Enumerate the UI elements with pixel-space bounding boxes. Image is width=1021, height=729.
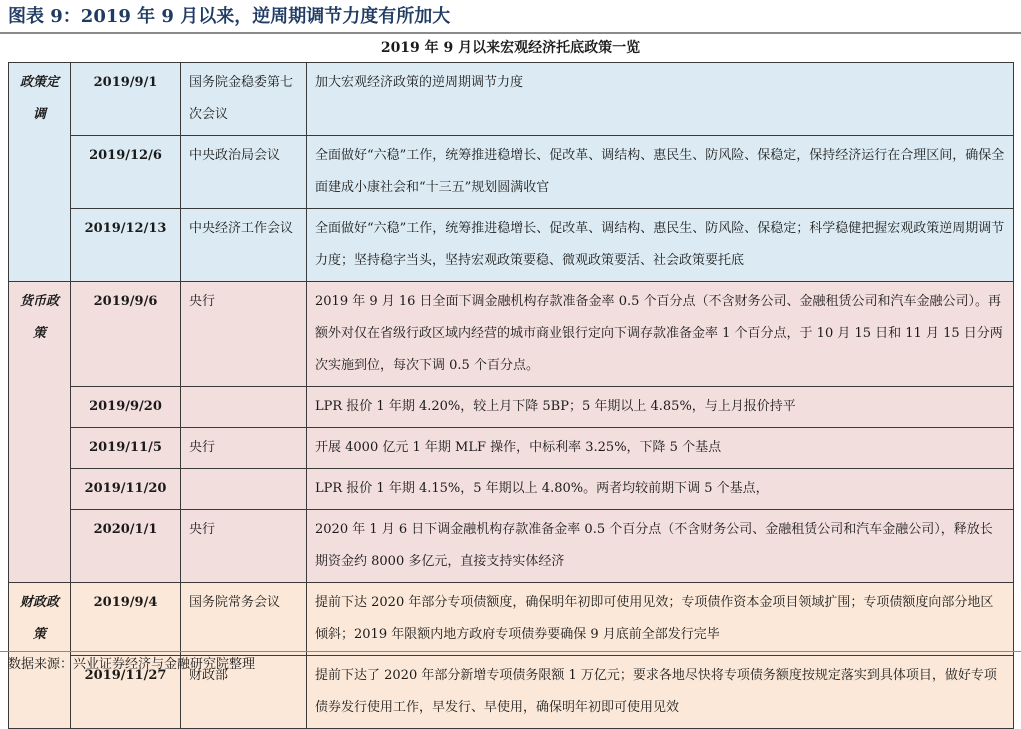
row-date: 2019/11/5: [71, 428, 181, 469]
row-content: 全面做好“六稳”工作，统筹推进稳增长、促改革、调结构、惠民生、防风险、保稳定，保持经济运行在合理区间，确保全面建成小康社会和“十三五”规划圆满收官: [307, 136, 1014, 209]
row-content: 加大宏观经济政策的逆周期调节力度: [307, 63, 1014, 136]
table-row: [9, 469, 1014, 510]
table-row: [9, 209, 1014, 282]
table-caption: 2019 年 9 月以来宏观经济托底政策一览: [380, 40, 641, 56]
row-org: 国务院常务会议: [181, 583, 307, 656]
row-org: 国务院金稳委第七次会议: [181, 63, 307, 136]
source-note: 数据来源：兴业证券经济与金融研究院整理: [8, 657, 256, 672]
row-date: 2019/9/4: [71, 583, 181, 656]
category-policy-stance: 政策定调: [9, 63, 71, 282]
row-org: 中央政治局会议: [181, 136, 307, 209]
row-org: [181, 469, 307, 510]
row-content: LPR 报价 1 年期 4.15%，5 年期以上 4.80%。两者均较前期下调 5 个基点，: [307, 469, 1014, 510]
top-divider: [0, 32, 1021, 34]
row-content: LPR 报价 1 年期 4.20%，较上月下降 5BP；5 年期以上 4.85%，与上月报价持平: [307, 387, 1014, 428]
row-date: 2019/12/13: [71, 209, 181, 282]
row-content: 2020 年 1 月 6 日下调金融机构存款准备金率 0.5 个百分点（不含财务公司、金融租赁公司和汽车金融公司），释放长期资金约 8000 多亿元，直接支持实体经济: [307, 510, 1014, 583]
row-content: 提前下达了 2020 年部分新增专项债务限额 1 万亿元；要求各地尽快将专项债务额度按规定落实到具体项目，做好专项债券发行使用工作，早发行、早使用，确保明年初即可使用见效: [307, 656, 1014, 729]
row-date: 2019/9/20: [71, 387, 181, 428]
row-content: 开展 4000 亿元 1 年期 MLF 操作，中标利率 3.25%，下降 5 个基点: [307, 428, 1014, 469]
table-row: [9, 136, 1014, 209]
row-org: 财政部: [181, 656, 307, 729]
category-monetary-policy: 货币政策: [9, 282, 71, 583]
row-content: 提前下达 2020 年部分专项债额度，确保明年初即可使用见效；专项债作资本金项目领域扩围；专项债额度向部分地区倾斜；2019 年限额内地方政府专项债券要确保 9 月底前全部发行完毕: [307, 583, 1014, 656]
category-fiscal-policy: 财政政策: [9, 583, 71, 729]
table-row: [9, 428, 1014, 469]
row-date: 2019/12/6: [71, 136, 181, 209]
row-date: 2019/9/1: [71, 63, 181, 136]
table-row: [9, 583, 1014, 656]
row-date: 2019/9/6: [71, 282, 181, 387]
row-date: 2019/11/27: [71, 656, 181, 729]
table-row: [9, 63, 1014, 136]
row-org: 央行: [181, 428, 307, 469]
bottom-divider: [0, 651, 1021, 652]
table-row: [9, 282, 1014, 387]
row-date: 2020/1/1: [71, 510, 181, 583]
row-content: 2019 年 9 月 16 日全面下调金融机构存款准备金率 0.5 个百分点（不含财务公司、金融租赁公司和汽车金融公司）。再额外对仅在省级行政区域内经营的城市商业银行定向下调存款准备金率 1 个百分点，于 10 月 15 日和 11 月 15 日分两次实施到位，每次下调 0.5 个百分点。: [307, 282, 1014, 387]
row-org: 中央经济工作会议: [181, 209, 307, 282]
row-date: 2019/11/20: [71, 469, 181, 510]
row-content: 全面做好“六稳”工作，统筹推进稳增长、促改革、调结构、惠民生、防风险、保稳定；科学稳健把握宏观政策逆周期调节力度；坚持稳字当头，坚持宏观政策要稳、微观政策要活、社会政策要托底: [307, 209, 1014, 282]
table-row: [9, 510, 1014, 583]
row-org: [181, 387, 307, 428]
row-org: 央行: [181, 510, 307, 583]
policy-table: [8, 62, 1014, 729]
table-row: [9, 387, 1014, 428]
figure-title: 图表 9：2019 年 9 月以来，逆周期调节力度有所加大: [8, 6, 451, 27]
row-org: 央行: [181, 282, 307, 387]
